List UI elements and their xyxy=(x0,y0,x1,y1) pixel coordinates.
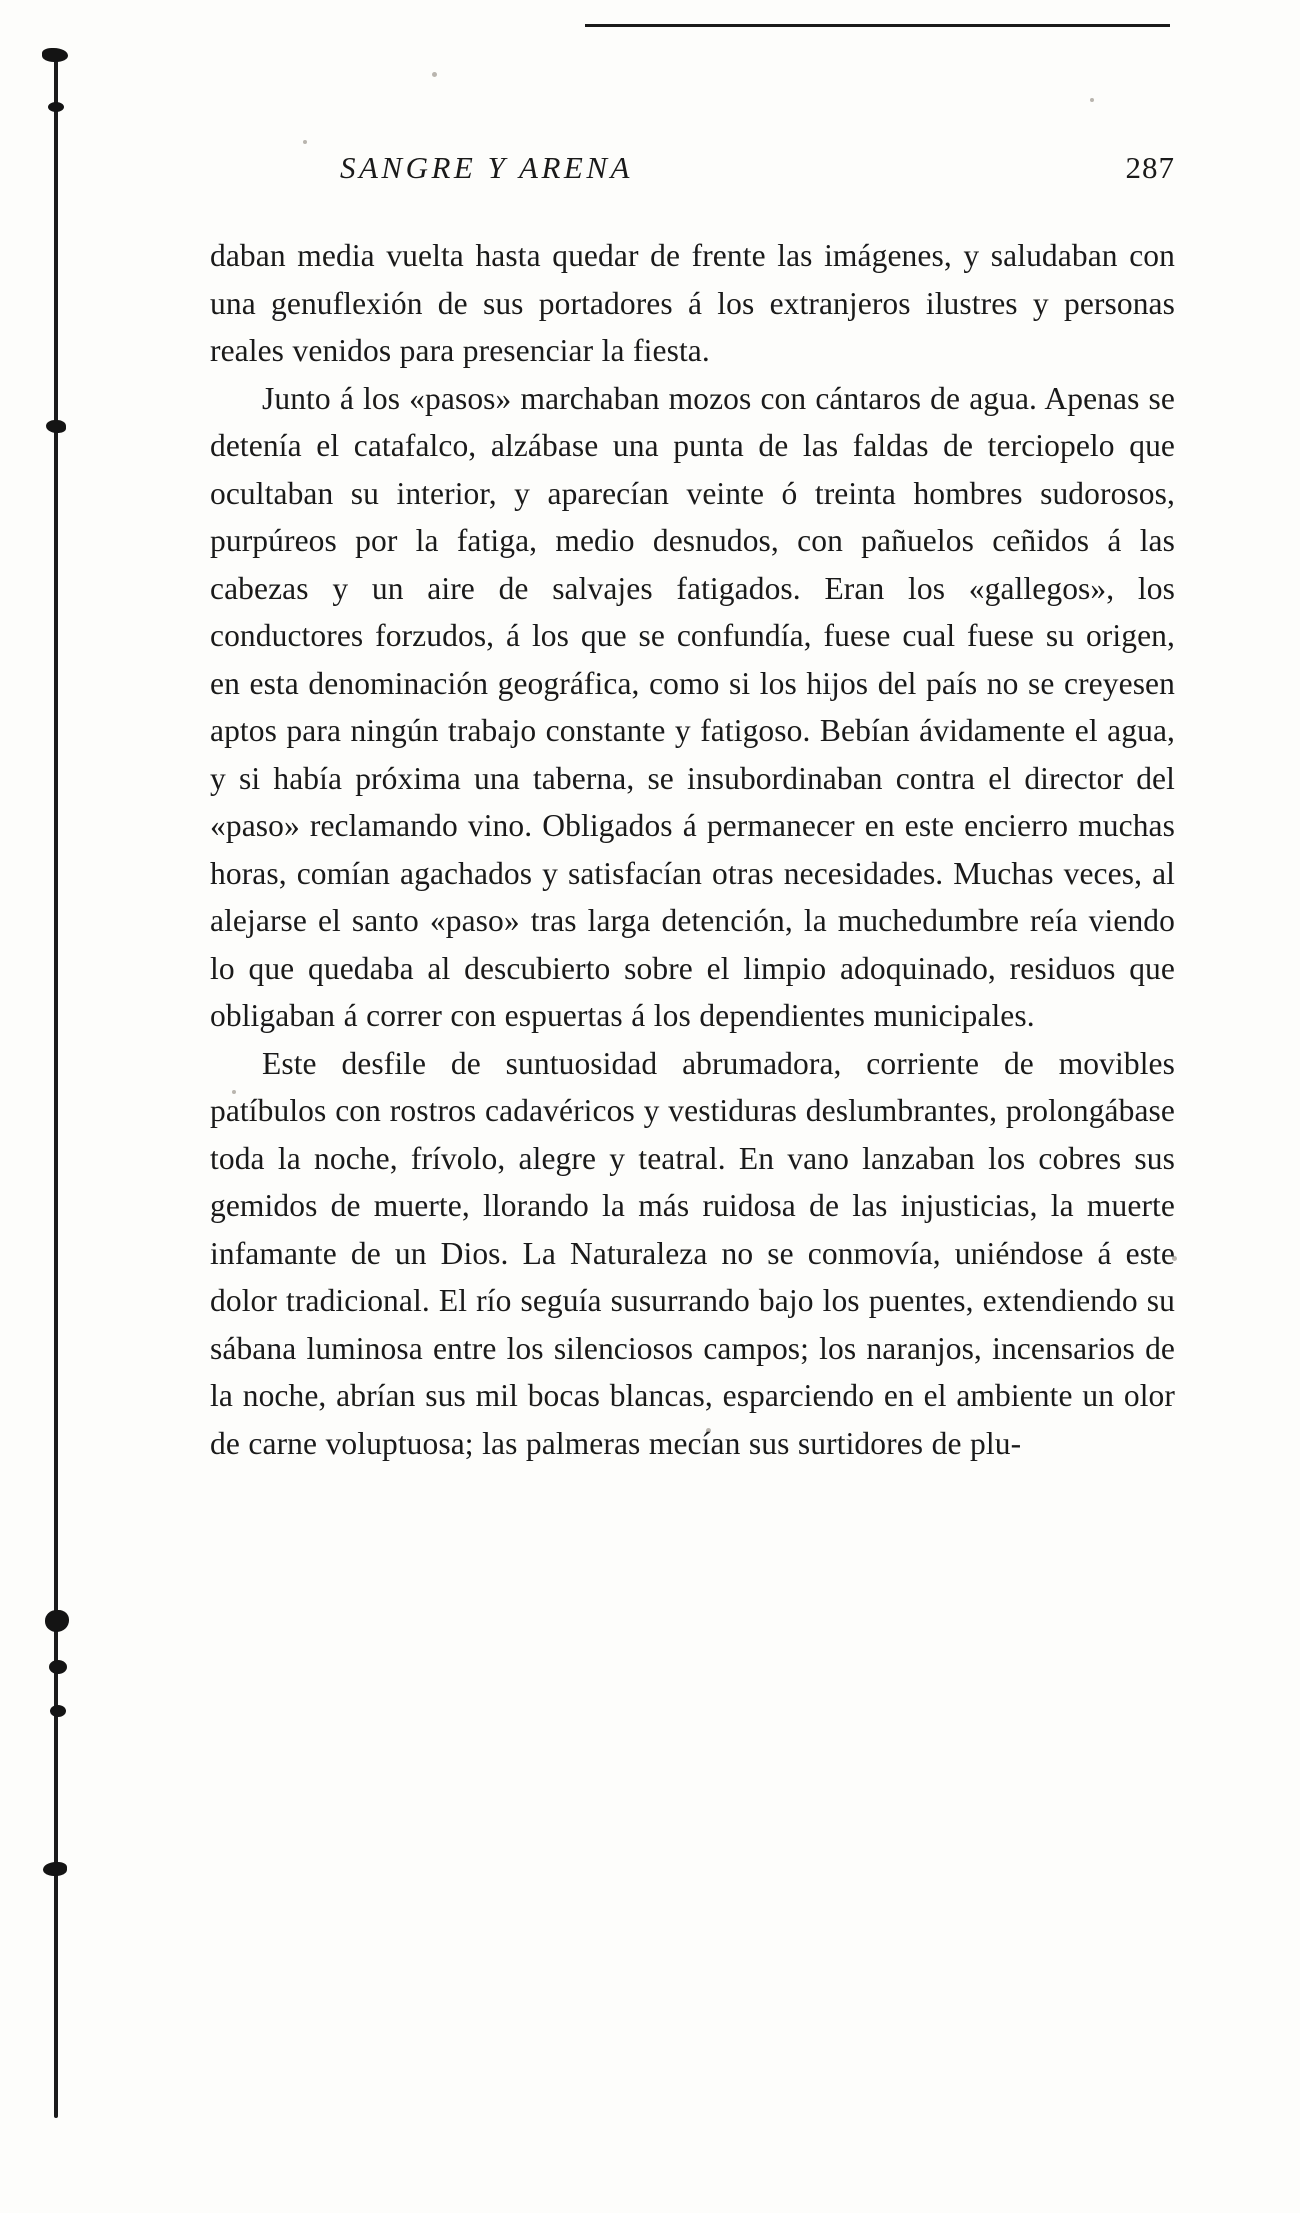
ink-blot xyxy=(42,48,68,62)
paragraph: Junto á los «pasos» marchaban mozos con cántaros de agua. Apenas se detenía el catafalco, alzábase una punta de las faldas de terciopelo que ocultaban su interior, y aparecían veinte ó treinta hombres sudorosos, purpúreos por la fatiga, medio desnudos, con pañuelos ceñidos á las cabezas y un aire de salvajes fatigados. Eran los «gallegos», los conductores forzudos, á los que se confundía, fuese cual fuese su origen, en esta denominación geográfica, como si los hijos del país no se creyesen aptos para ningún trabajo constante y fatigoso. Bebían ávidamente el agua, y si había próxima una taberna, se insubordinaban contra el director del «paso» reclamando vino. Obligados á permanecer en este encierro muchas horas, comían agachados y satisfacían otras necesidades. Muchas veces, al alejarse el santo «paso» tras larga detención, la muchedumbre reía viendo lo que quedaba al descubierto sobre el limpio adoquinado, residuos que obligaban á correr con espuertas á los dependientes municipales. xyxy=(210,380,1175,1033)
paragraph: daban media vuelta hasta quedar de frente las imágenes, y saludaban con una genuflexión de sus portadores á los extranjeros ilustres y personas reales venidos para presenciar la fiesta. xyxy=(210,238,1175,368)
header-rule xyxy=(585,24,1170,27)
page-content xyxy=(210,150,1175,1467)
spine-line xyxy=(54,58,58,2118)
scan-speck xyxy=(303,140,307,144)
running-head xyxy=(210,150,1175,186)
ink-blot xyxy=(43,1862,67,1876)
ink-blot xyxy=(50,1705,66,1717)
body-text xyxy=(210,232,1175,1467)
scan-speck xyxy=(1090,98,1094,102)
book-title: SANGRE Y ARENA xyxy=(340,150,633,185)
ink-blot xyxy=(45,1610,69,1632)
ink-blot xyxy=(46,420,66,433)
binding-gutter-artifact xyxy=(40,40,68,2150)
paragraph: Este desfile de suntuosidad abrumadora, corriente de movibles patíbulos con rostros cadavéricos y vestiduras deslumbrantes, prolongábase toda la noche, frívolo, alegre y teatral. En vano lanzaban los cobres sus gemidos de muerte, llorando la más ruidosa de las injusticias, la muerte infamante de un Dios. La Naturaleza no se conmovía, uniéndose á este dolor tradicional. El río seguía susurrando bajo los puentes, extendiendo su sábana luminosa entre los silenciosos campos; los naranjos, incensarios de la noche, abrían sus mil bocas blancas, esparciendo en el ambiente un olor de carne voluptuosa; las palmeras mecían sus surtidores de plu- xyxy=(210,1045,1175,1461)
page-number: 287 xyxy=(1125,150,1175,185)
ink-blot xyxy=(49,1660,67,1674)
ink-blot xyxy=(48,102,64,112)
scan-speck xyxy=(432,72,437,77)
